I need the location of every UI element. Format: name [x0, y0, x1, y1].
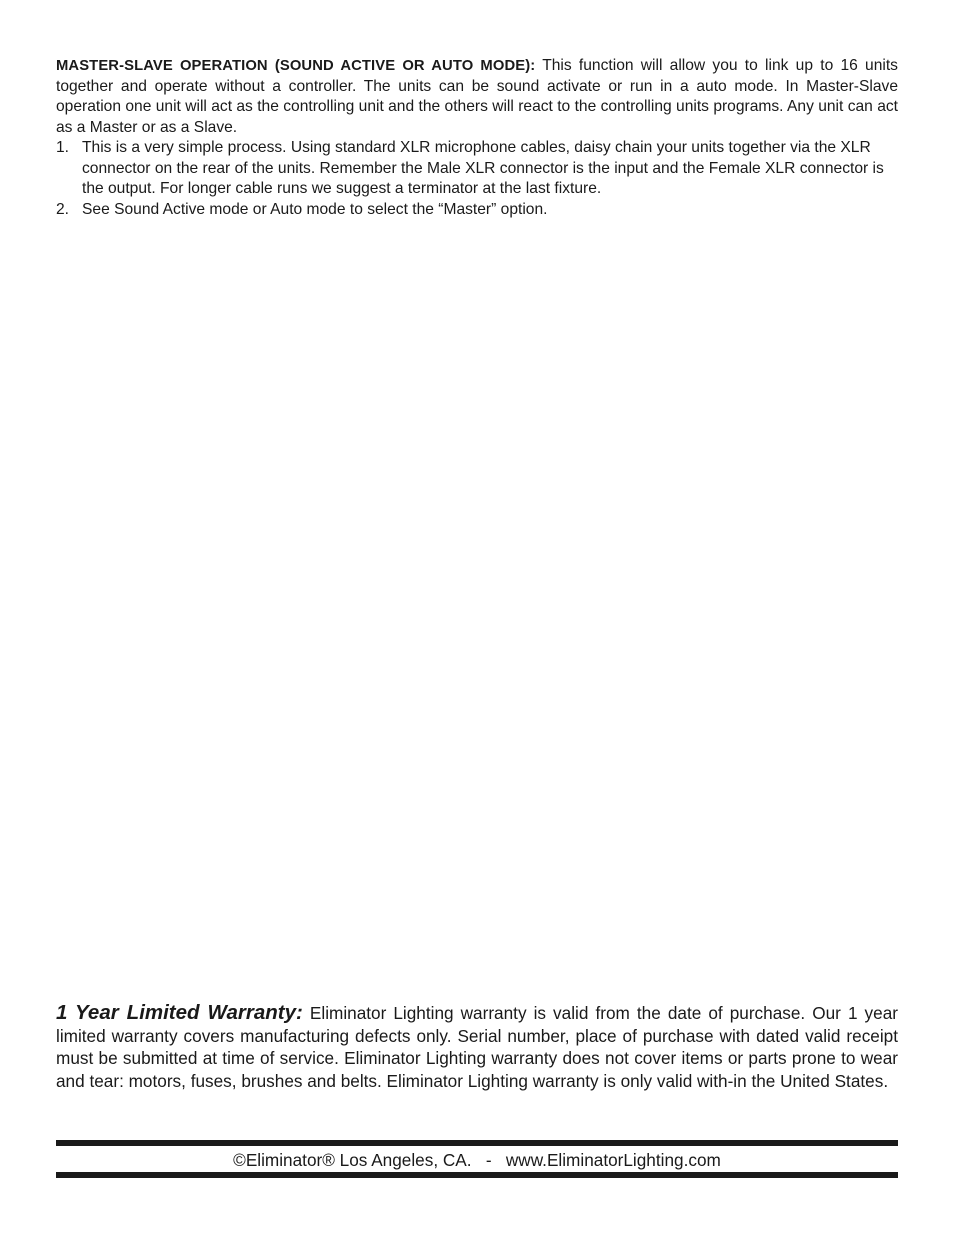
warranty-title: 1 Year Limited Warranty:: [56, 1001, 303, 1024]
master-slave-intro: This function will allow you to link up to 16 units together and operate without a controller. The units can be sound activate or run in a auto mode. In Master-Slave operation one unit will act as the controlling unit and the others will react to the controlling units programs. Any unit can act as a Master or as a Slave.: [56, 57, 898, 136]
footer-top-divider: [56, 1140, 898, 1146]
warranty-paragraph: [56, 1002, 898, 1092]
footer-text: ©Eliminator® Los Angeles, CA. - www.EliminatorLighting.com: [233, 1150, 721, 1170]
warranty-body: Eliminator Lighting warranty is valid from the date of purchase. Our 1 year limited warranty covers manufacturing defects only. Serial number, place of purchase with dated valid receipt must be submitted at time of service. Eliminator Lighting warranty does not cover items or parts prone to wear and tear: motors, fuses, brushes and belts. Eliminator Lighting warranty is only valid with-in the United States.: [56, 1003, 898, 1091]
steps-list: [56, 138, 898, 220]
step-number: 1.: [56, 139, 70, 156]
master-slave-paragraph: [56, 56, 898, 138]
step-text: See Sound Active mode or Auto mode to select the “Master” option.: [82, 200, 548, 218]
step-number: 2.: [56, 200, 70, 218]
footer-bottom-divider: [56, 1172, 898, 1178]
master-slave-section: [56, 56, 898, 220]
list-item: [56, 138, 898, 200]
list-item: [56, 200, 898, 221]
step-text: This is a very simple process. Using standard XLR microphone cables, daisy chain your units together via the XLR connector on the rear of the units. Remember the Male XLR connector is the input and the Female XLR connector is the output. For longer cable runs we suggest a terminator at the last fixture.: [82, 139, 884, 197]
warranty-section: [56, 1002, 898, 1092]
master-slave-heading: MASTER-SLAVE OPERATION (SOUND ACTIVE OR AUTO MODE):: [56, 58, 536, 74]
